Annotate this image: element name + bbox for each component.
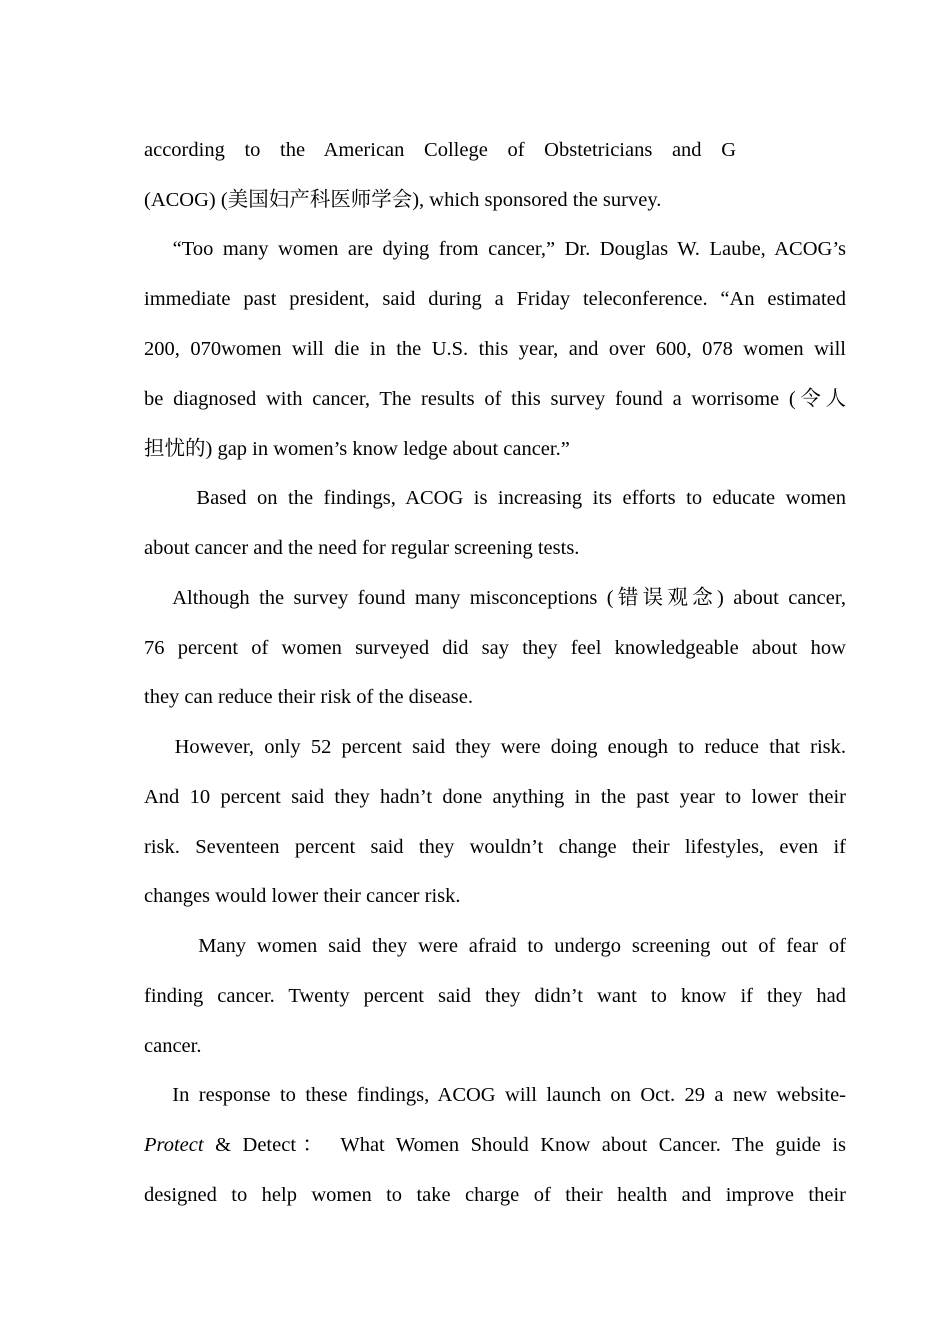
text-line: However, only 52 percent said they were doing enough to reduce that risk.: [144, 736, 846, 758]
text-line: they can reduce their risk of the disease.: [144, 686, 474, 708]
text-line: 担忧的) gap in women’s know ledge about cancer.”: [144, 438, 570, 460]
text-line: finding cancer. Twenty percent said they didn’t want to know if they had: [144, 985, 846, 1007]
text-line: Based on the findings, ACOG is increasing its efforts to educate women: [144, 487, 846, 509]
text-line: And 10 percent said they hadn’t done anything in the past year to lower their: [144, 786, 846, 808]
text-line-protect-detect: [144, 1130, 846, 1160]
ampersand: &: [215, 1134, 232, 1156]
text-line: designed to help women to take charge of their health and improve their: [144, 1184, 846, 1206]
text-line: In response to these findings, ACOG will launch on Oct. 29 a new website-: [144, 1084, 846, 1106]
text-line: according to the American College of Obstetricians and G: [144, 139, 736, 161]
text-line: risk. Seventeen percent said they wouldn’t change their lifestyles, even if: [144, 836, 846, 858]
text-line: about cancer and the need for regular screening tests.: [144, 537, 580, 559]
text-line: 200, 070women will die in the U.S. this year, and over 600, 078 women will: [144, 338, 846, 360]
text-line: be diagnosed with cancer, The results of this survey found a worrisome (令人: [144, 388, 846, 410]
text-line: 76 percent of women surveyed did say they feel knowledgeable about how: [144, 637, 846, 659]
text-line: changes would lower their cancer risk.: [144, 885, 461, 907]
text-line: Many women said they were afraid to undergo screening out of fear of: [144, 935, 846, 957]
text-line: immediate past president, said during a Friday teleconference. “An estimated: [144, 288, 846, 310]
italic-title-word: Protect: [144, 1134, 204, 1156]
text-line: “Too many women are dying from cancer,” Dr. Douglas W. Laube, ACOG’s: [144, 238, 846, 260]
text-line-rest: Detect： What Women Should Know about Cancer. The guide is: [242, 1134, 847, 1156]
text-line: Although the survey found many misconceptions (错误观念) about cancer,: [144, 587, 846, 609]
text-line: cancer.: [144, 1035, 202, 1057]
text-line: (ACOG) (美国妇产科医师学会), which sponsored the survey.: [144, 189, 662, 211]
